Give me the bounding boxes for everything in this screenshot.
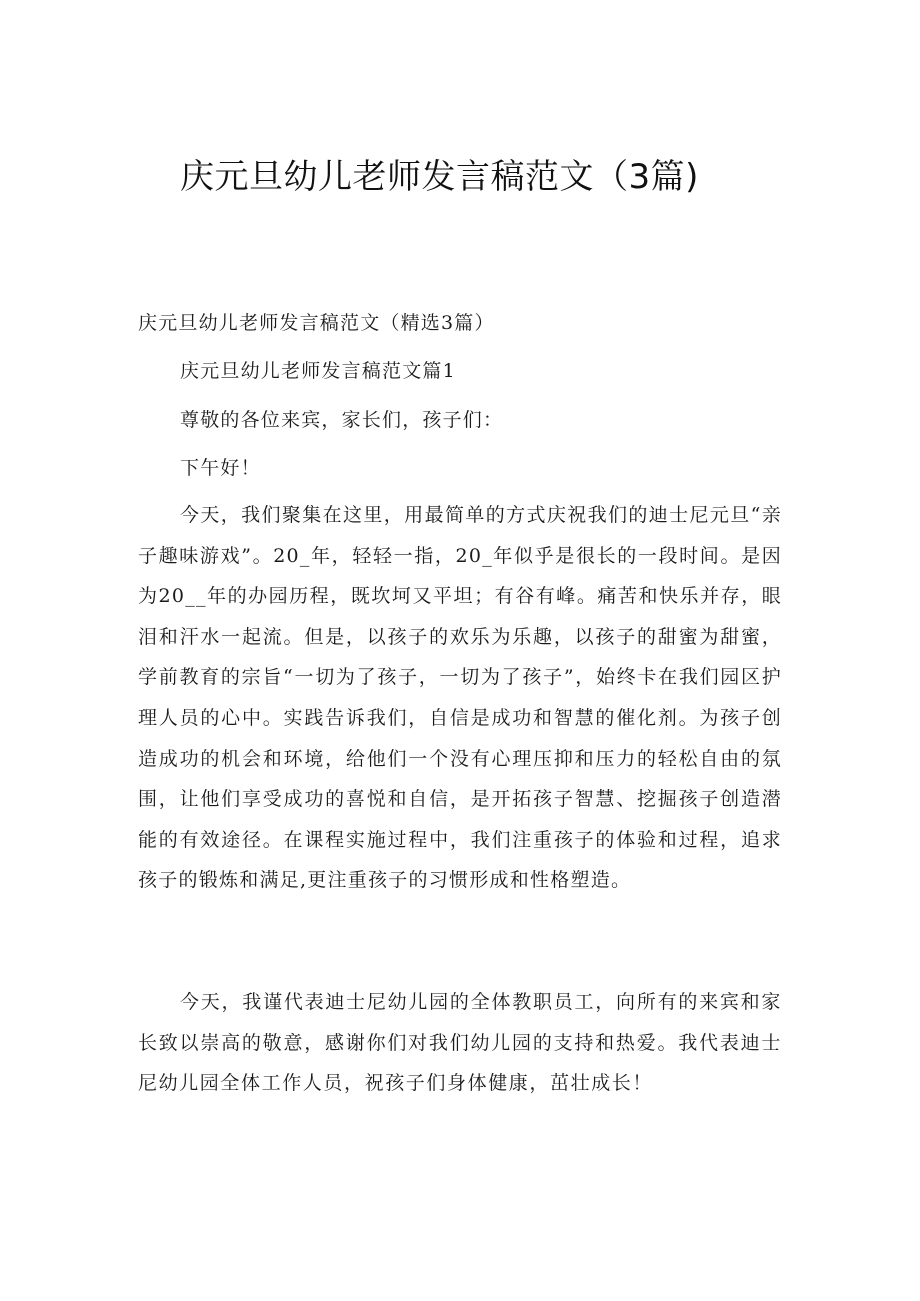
- body-paragraph: 今天，我们聚集在这里，用最简单的方式庆祝我们的迪士尼元旦“亲子趣味游戏”。20_年，轻轻一指，20_年似乎是很长的一段时间。是因为20__年的办园历程，既坎坷又平坦；有谷有峰。痛苦和快乐并存，眼泪和汗水一起流。但是，以孩子的欢乐为乐趣，以孩子的甜蜜为甜蜜，学前教育的宗旨“一切为了孩子，一切为了孩子”，始终卡在我们园区护理人员的心中。实践告诉我们，自信是成功和智慧的催化剂。为孩子创造成功的机会和环境，给他们一个没有心理压抑和压力的轻松自由的氛围，让他们享受成功的喜悦和自信，是开拓孩子智慧、挖掘孩子创造潜能的有效途径。在课程实施过程中，我们注重孩子的体验和过程，追求孩子的锻炼和满足,更注重孩子的习惯形成和性格塑造。: [138, 504, 782, 892]
- salutation: 尊敬的各位来宾，家长们，孩子们：: [180, 409, 504, 431]
- document-subtitle: 庆元旦幼儿老师发言稿范文（精选3篇）: [138, 312, 495, 334]
- body-paragraph: 今天，我谨代表迪士尼幼儿园的全体教职员工，向所有的来宾和家长致以崇高的敬意，感谢你们对我们幼儿园的支持和热爱。我代表迪士尼幼儿园全体工作人员，祝孩子们身体健康，茁壮成长！: [138, 991, 782, 1095]
- section-heading: 庆元旦幼儿老师发言稿范文篇1: [180, 360, 456, 382]
- greeting: 下午好！: [180, 457, 261, 479]
- document-title: 庆元旦幼儿老师发言稿范文（3篇): [180, 157, 699, 197]
